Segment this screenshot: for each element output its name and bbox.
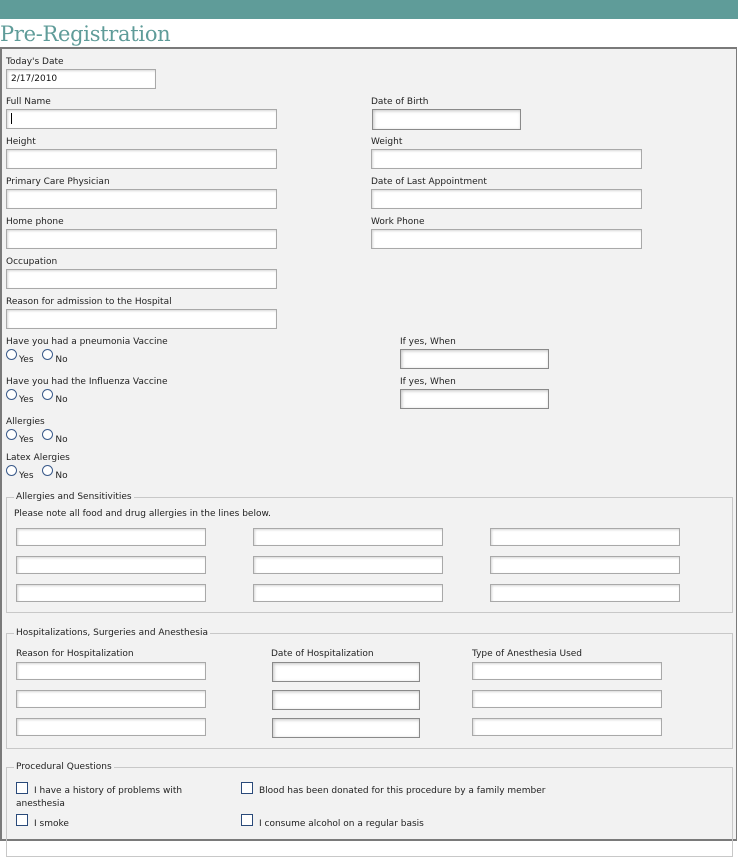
allergies-note: Please note all food and drug allergies in the lines below. <box>14 509 271 519</box>
reason-admission-input[interactable] <box>6 309 277 329</box>
page-title: Pre-Registration <box>0 22 171 46</box>
allergy-input[interactable] <box>16 584 206 602</box>
hosp-reason-input[interactable] <box>16 690 206 708</box>
col-anesthesia-header: Type of Anesthesia Used <box>472 649 583 659</box>
hospitalizations-legend: Hospitalizations, Surgeries and Anesthesia <box>16 628 208 638</box>
allergies-radio-group <box>6 429 74 445</box>
allergy-input[interactable] <box>253 584 443 602</box>
weight-label: Weight <box>371 137 403 147</box>
work-phone-label: Work Phone <box>371 217 425 227</box>
alcohol-checkbox[interactable] <box>241 814 253 826</box>
allergy-input[interactable] <box>253 556 443 574</box>
yes-label: Yes <box>19 395 34 405</box>
header-bar <box>0 0 738 19</box>
allergy-input[interactable] <box>490 584 680 602</box>
influenza-label: Have you had the Influenza Vaccine <box>6 377 168 387</box>
pneumonia-when-input[interactable] <box>400 349 549 369</box>
work-phone-input[interactable] <box>371 229 642 249</box>
pneumonia-when-label: If yes, When <box>400 337 456 347</box>
no-label: No <box>55 355 68 365</box>
physician-label: Primary Care Physician <box>6 177 110 187</box>
occupation-label: Occupation <box>6 257 58 267</box>
hosp-anesthesia-input[interactable] <box>472 718 662 736</box>
allergy-input[interactable] <box>253 528 443 546</box>
yes-label: Yes <box>19 355 34 365</box>
todays-date-input[interactable] <box>6 69 156 89</box>
physician-input[interactable] <box>6 189 277 209</box>
full-name-label: Full Name <box>6 97 51 107</box>
yes-label: Yes <box>19 471 34 481</box>
influenza-when-input[interactable] <box>400 389 549 409</box>
hosp-date-input[interactable] <box>272 690 420 710</box>
allergies-yes-radio[interactable] <box>6 429 17 440</box>
height-label: Height <box>6 137 36 147</box>
no-label: No <box>55 395 68 405</box>
latex-yes-radio[interactable] <box>6 465 17 476</box>
allergies-no-radio[interactable] <box>42 429 53 440</box>
influenza-when-label: If yes, When <box>400 377 456 387</box>
smoke-label: I smoke <box>34 819 69 829</box>
latex-radio-group <box>6 465 74 481</box>
procedural-legend: Procedural Questions <box>16 762 112 772</box>
reason-admission-label: Reason for admission to the Hospital <box>6 297 172 307</box>
hosp-reason-input[interactable] <box>16 718 206 736</box>
height-input[interactable] <box>6 149 277 169</box>
alcohol-label: I consume alcohol on a regular basis <box>259 819 424 829</box>
allergy-input[interactable] <box>490 528 680 546</box>
anesthesia-history-label: I have a history of problems with <box>34 786 183 796</box>
allergy-input[interactable] <box>16 528 206 546</box>
hosp-anesthesia-input[interactable] <box>472 690 662 708</box>
smoke-checkbox[interactable] <box>16 814 28 826</box>
col-reason-header: Reason for Hospitalization <box>16 649 134 659</box>
home-phone-label: Home phone <box>6 217 64 227</box>
last-appointment-input[interactable] <box>371 189 642 209</box>
col-date-header: Date of Hospitalization <box>271 649 374 659</box>
pneumonia-radio-group <box>6 349 74 365</box>
yes-label: Yes <box>19 435 34 445</box>
pneumonia-label: Have you had a pneumonia Vaccine <box>6 337 168 347</box>
pneumonia-no-radio[interactable] <box>42 349 53 360</box>
pneumonia-yes-radio[interactable] <box>6 349 17 360</box>
allergies-fieldset <box>6 492 733 613</box>
occupation-input[interactable] <box>6 269 277 289</box>
hospitalizations-fieldset <box>6 628 733 749</box>
anesthesia-history-label-cont: anesthesia <box>16 799 65 809</box>
text-cursor <box>11 113 12 124</box>
allergy-input[interactable] <box>490 556 680 574</box>
influenza-radio-group <box>6 389 74 405</box>
allergies-label: Allergies <box>6 417 45 427</box>
blood-donated-label: Blood has been donated for this procedure by a family member <box>259 786 546 796</box>
weight-input[interactable] <box>371 149 642 169</box>
blood-donated-checkbox[interactable] <box>241 782 253 794</box>
allergies-legend: Allergies and Sensitivities <box>16 492 132 502</box>
influenza-no-radio[interactable] <box>42 389 53 400</box>
home-phone-input[interactable] <box>6 229 277 249</box>
procedural-fieldset <box>6 762 733 857</box>
allergy-input[interactable] <box>16 556 206 574</box>
no-label: No <box>55 471 68 481</box>
registration-form <box>0 47 737 841</box>
full-name-input[interactable] <box>6 109 277 129</box>
anesthesia-history-checkbox[interactable] <box>16 782 28 794</box>
hosp-reason-input[interactable] <box>16 662 206 680</box>
hosp-date-input[interactable] <box>272 718 420 738</box>
hosp-date-input[interactable] <box>272 662 420 682</box>
date-of-birth-input[interactable] <box>372 109 521 130</box>
hosp-anesthesia-input[interactable] <box>472 662 662 680</box>
no-label: No <box>55 435 68 445</box>
last-appointment-label: Date of Last Appointment <box>371 177 487 187</box>
influenza-yes-radio[interactable] <box>6 389 17 400</box>
todays-date-label: Today's Date <box>6 57 64 67</box>
date-of-birth-label: Date of Birth <box>371 97 429 107</box>
latex-label: Latex Alergies <box>6 453 70 463</box>
latex-no-radio[interactable] <box>42 465 53 476</box>
